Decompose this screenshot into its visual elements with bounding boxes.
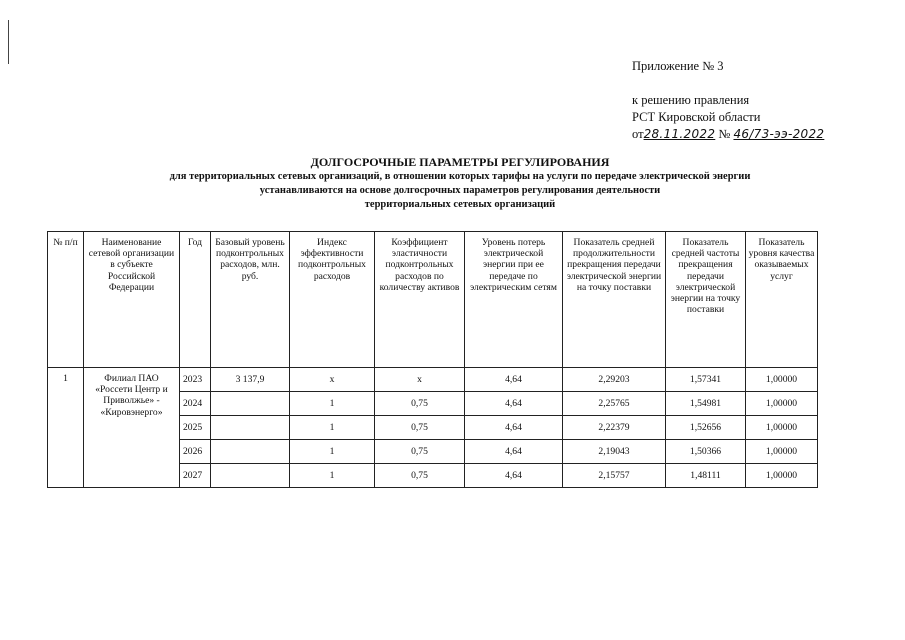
efficiency-index-cell: 1 bbox=[290, 416, 375, 440]
frequency-cell: 1,52656 bbox=[666, 416, 746, 440]
efficiency-index-cell: x bbox=[290, 368, 375, 392]
elasticity-cell: 0,75 bbox=[375, 392, 465, 416]
efficiency-index-cell: 1 bbox=[290, 464, 375, 488]
quality-cell: 1,00000 bbox=[746, 368, 818, 392]
elasticity-cell: x bbox=[375, 368, 465, 392]
duration-cell: 2,19043 bbox=[563, 440, 666, 464]
decision-date: 28.11.2022 bbox=[643, 127, 716, 141]
appendix-block bbox=[632, 58, 824, 143]
year-cell: 2023 bbox=[180, 368, 211, 392]
row-number: 1 bbox=[48, 368, 84, 488]
frequency-cell: 1,54981 bbox=[666, 392, 746, 416]
header-elasticity-coefficient: Коэффициент эластичности подконтрольных расходов по количеству активов bbox=[375, 232, 465, 368]
loss-level-cell: 4,64 bbox=[465, 440, 563, 464]
header-service-quality: Показатель уровня качества оказываемых услуг bbox=[746, 232, 818, 368]
header-organization: Наименование сетевой организации в субъекте Российской Федерации bbox=[84, 232, 180, 368]
loss-level-cell: 4,64 bbox=[465, 368, 563, 392]
document-subtitle-line-2: устанавливаются на основе долгосрочных параметров регулирования деятельности bbox=[259, 185, 661, 196]
efficiency-index-cell: 1 bbox=[290, 392, 375, 416]
duration-cell: 2,15757 bbox=[563, 464, 666, 488]
year-cell: 2026 bbox=[180, 440, 211, 464]
document-title: ДОЛГОСРОЧНЫЕ ПАРАМЕТРЫ РЕГУЛИРОВАНИЯ bbox=[310, 155, 610, 169]
base-expenses-cell bbox=[211, 392, 290, 416]
appendix-date-line bbox=[632, 126, 824, 143]
number-prefix: № bbox=[718, 127, 731, 141]
frequency-cell: 1,48111 bbox=[666, 464, 746, 488]
year-cell: 2027 bbox=[180, 464, 211, 488]
duration-cell: 2,25765 bbox=[563, 392, 666, 416]
table-row bbox=[48, 368, 818, 392]
header-interruption-frequency: Показатель средней частоты прекращения передачи электрической энергии на точку поставки bbox=[666, 232, 746, 368]
base-expenses-cell bbox=[211, 464, 290, 488]
elasticity-cell: 0,75 bbox=[375, 464, 465, 488]
regulation-parameters-table bbox=[47, 231, 818, 488]
header-loss-level: Уровень потерь электрической энергии при ее передаче по электрическим сетям bbox=[465, 232, 563, 368]
document-subtitle-line-3: территориальных сетевых организаций bbox=[364, 199, 556, 210]
frequency-cell: 1,50366 bbox=[666, 440, 746, 464]
quality-cell: 1,00000 bbox=[746, 416, 818, 440]
efficiency-index-cell: 1 bbox=[290, 440, 375, 464]
quality-cell: 1,00000 bbox=[746, 392, 818, 416]
duration-cell: 2,22379 bbox=[563, 416, 666, 440]
loss-level-cell: 4,64 bbox=[465, 416, 563, 440]
organization-name: Филиал ПАО «Россети Центр и Приволжье» - «Кировэнерго» bbox=[84, 368, 180, 488]
header-row-number: № п/п bbox=[48, 232, 84, 368]
header-year: Год bbox=[180, 232, 211, 368]
year-cell: 2024 bbox=[180, 392, 211, 416]
page-margin-line bbox=[8, 20, 9, 64]
loss-level-cell: 4,64 bbox=[465, 464, 563, 488]
base-expenses-cell bbox=[211, 416, 290, 440]
date-prefix: от bbox=[632, 127, 644, 141]
appendix-authority-line: РСТ Кировской области bbox=[632, 110, 761, 124]
table-header-row bbox=[48, 232, 818, 368]
appendix-gap bbox=[632, 75, 824, 92]
base-expenses-cell: 3 137,9 bbox=[211, 368, 290, 392]
base-expenses-cell bbox=[211, 440, 290, 464]
elasticity-cell: 0,75 bbox=[375, 416, 465, 440]
document-heading bbox=[40, 155, 880, 212]
quality-cell: 1,00000 bbox=[746, 440, 818, 464]
decision-number: 46/73-ээ-2022 bbox=[733, 127, 825, 141]
document-subtitle-line-1: для территориальных сетевых организаций, в отношении которых тарифы на услуги по передаче электрической энергии bbox=[169, 171, 751, 182]
header-efficiency-index: Индекс эффективности подконтрольных расходов bbox=[290, 232, 375, 368]
loss-level-cell: 4,64 bbox=[465, 392, 563, 416]
header-interruption-duration: Показатель средней продолжительности прекращения передачи электрической энергии на точку поставки bbox=[563, 232, 666, 368]
appendix-decision-line: к решению правления bbox=[632, 93, 750, 107]
appendix-title: Приложение № 3 bbox=[632, 59, 724, 73]
duration-cell: 2,29203 bbox=[563, 368, 666, 392]
header-base-expenses: Базовый уровень подконтрольных расходов, млн. руб. bbox=[211, 232, 290, 368]
elasticity-cell: 0,75 bbox=[375, 440, 465, 464]
year-cell: 2025 bbox=[180, 416, 211, 440]
quality-cell: 1,00000 bbox=[746, 464, 818, 488]
frequency-cell: 1,57341 bbox=[666, 368, 746, 392]
